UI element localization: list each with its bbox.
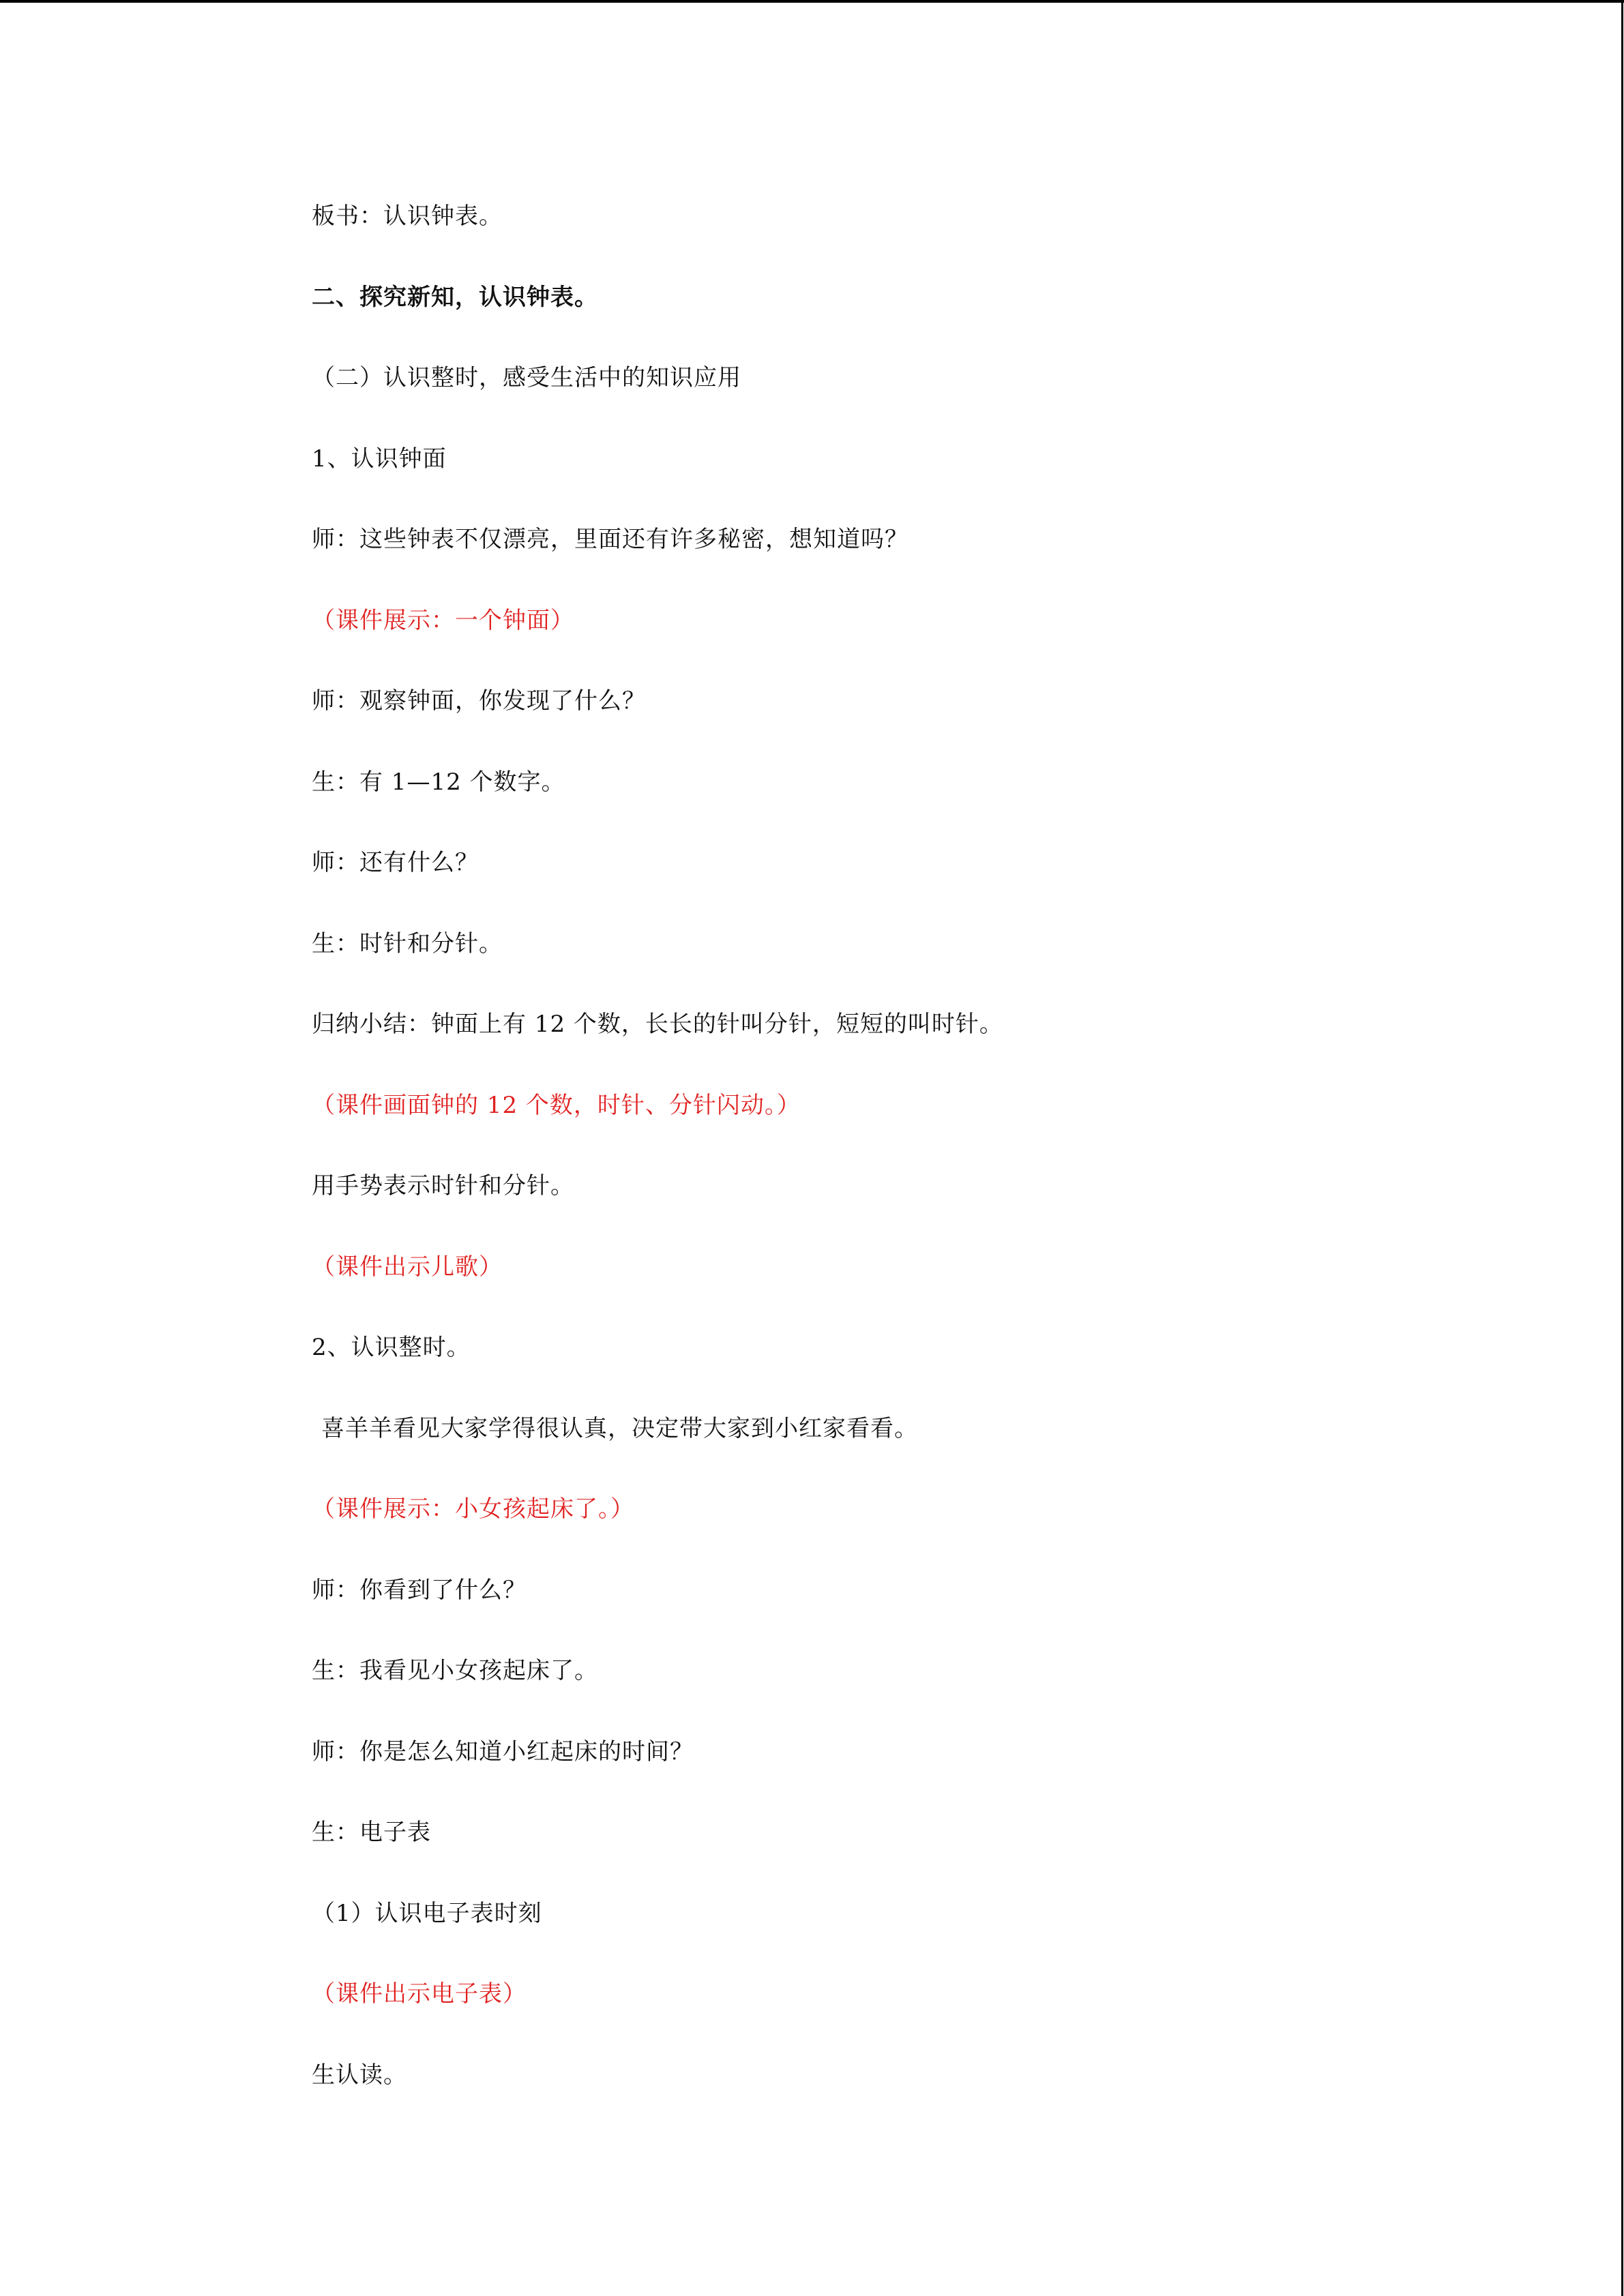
- student-line: 生：时针和分针。: [312, 929, 503, 957]
- student-line: 生：有 1—12 个数字。: [312, 768, 565, 796]
- courseware-note: （课件出示电子表）: [312, 1980, 527, 2008]
- teacher-line: 师：你是怎么知道小红起床的时间？: [312, 1738, 694, 1765]
- step-heading-2: 2、认识整时。: [312, 1334, 471, 1361]
- document-body: [312, 196, 1526, 2135]
- courseware-note: （课件展示：小女孩起床了。）: [312, 1495, 634, 1523]
- student-line: 生：我看见小女孩起床了。: [312, 1657, 598, 1684]
- step-heading-1: 1、认识钟面: [312, 445, 447, 473]
- teacher-line: 师：你看到了什么？: [312, 1576, 527, 1604]
- narrative-line: 喜羊羊看见大家学得很认真，决定带大家到小红家看看。: [321, 1414, 918, 1442]
- student-line: 生：电子表: [312, 1819, 431, 1846]
- teacher-line: 师：这些钟表不仅漂亮，里面还有许多秘密，想知道吗？: [312, 526, 909, 553]
- courseware-note: （课件展示：一个钟面）: [312, 606, 574, 634]
- subsection-heading: （二）认识整时，感受生活中的知识应用: [312, 364, 741, 391]
- teacher-line: 师：观察钟面，你发现了什么？: [312, 687, 646, 715]
- substep-heading: （1）认识电子表时刻: [312, 1899, 542, 1927]
- section-heading: 二、探究新知，认识钟表。: [312, 283, 598, 311]
- courseware-note: （课件画面钟的 12 个数，时针、分针闪动。）: [312, 1091, 801, 1119]
- instruction-line: 用手势表示时针和分针。: [312, 1172, 574, 1199]
- summary-line: 归纳小结：钟面上有 12 个数，长长的针叫分针，短短的叫时针。: [312, 1011, 1003, 1038]
- teacher-line: 师：还有什么？: [312, 849, 479, 876]
- board-note-line: 板书：认识钟表。: [312, 203, 503, 230]
- courseware-note: （课件出示儿歌）: [312, 1253, 503, 1281]
- page-right-border: [1621, 0, 1623, 2296]
- student-line: 生认读。: [312, 2061, 407, 2089]
- page-top-border: [0, 0, 1624, 3]
